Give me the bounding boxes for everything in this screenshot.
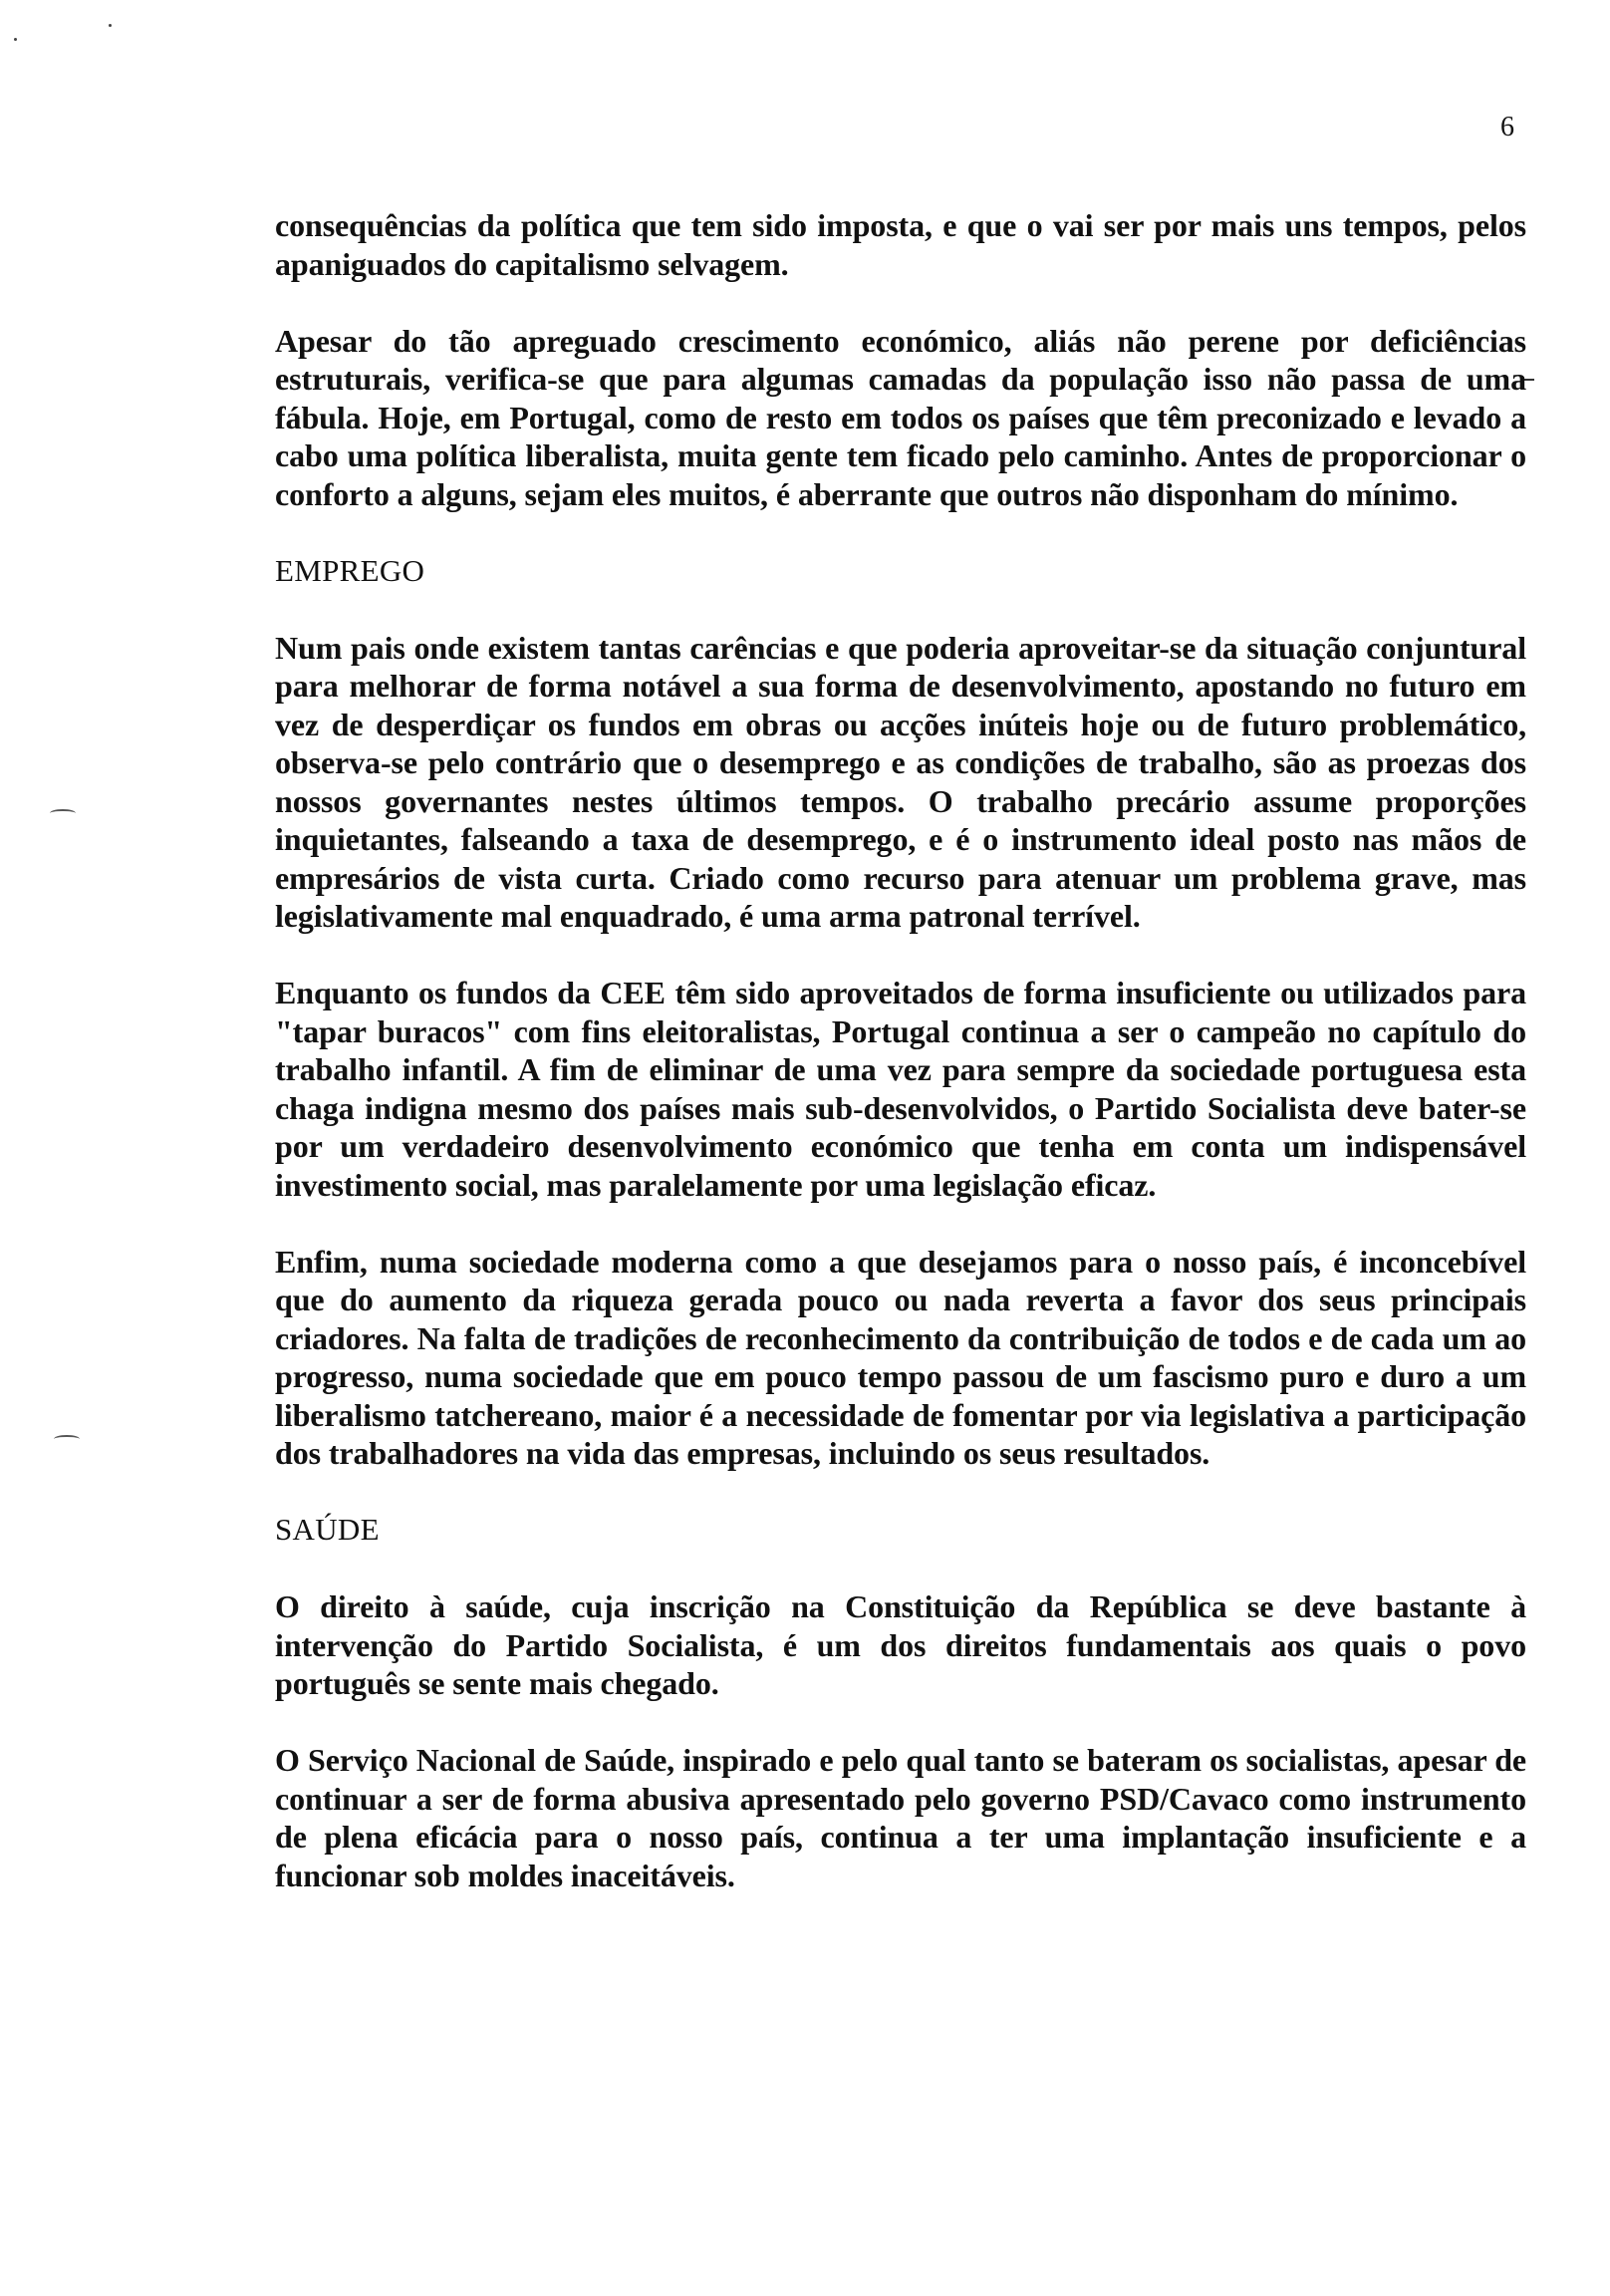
scan-speck bbox=[14, 38, 17, 41]
page-number: 6 bbox=[1500, 112, 1514, 143]
paragraph: consequências da política que tem sido imposta, e que o vai ser por mais uns tempos, pelos apaniguados do capitalismo selvagem. bbox=[275, 207, 1526, 282]
paragraph: Enquanto os fundos da CEE têm sido aproveitados de forma insuficiente ou utilizados para "tapar buracos" com fins eleitoralistas, Portugal continua a ser o campeão no capítulo do trabalho infantil. A fim de eliminar de uma vez para sempre da sociedade portuguesa esta chaga indigna mesmo dos países mais sub-desenvolvidos, o Partido Socialista deve bater-se por um verdadeiro desenvolvimento económico que tenha em conta um indispensável investimento social, mas paralelamente por uma legislação eficaz. bbox=[275, 975, 1526, 1203]
section-heading-emprego: EMPREGO bbox=[275, 552, 425, 588]
paragraph: Num pais onde existem tantas carências e que poderia aproveitar-se da situação conjuntural para melhorar de forma notável a sua forma de desenvolvimento, apostando no futuro em vez de desperdiçar os fundos em obras ou acções inúteis hoje ou de futuro problemático, observa-se pelo contrário que o desemprego e as condições de trabalho, são as proezas dos nossos governantes nestes últimos tempos. O trabalho precário assume proporções inquietantes, falseando a taxa de desemprego, e é o instrumento ideal posto nas mãos de empresários de vista curta. Criado como recurso para atenuar um problema grave, mas legislativamente mal enquadrado, é uma arma patronal terrível. bbox=[275, 629, 1526, 934]
paragraph: O Serviço Nacional de Saúde, inspirado e pelo qual tanto se bateram os socialistas, apesar de continuar a ser de forma abusiva apresentado pelo governo PSD/Cavaco como instrumento de plena eficácia para o nosso país, continua a ter uma implantação insuficiente e a funcionar sob moldes inaceitáveis. bbox=[275, 1742, 1526, 1893]
margin-mark bbox=[50, 809, 76, 817]
paragraph: Enfim, numa sociedade moderna como a que desejamos para o nosso país, é inconcebível que do aumento da riqueza gerada pouco ou nada reverta a favor dos seus principais criadores. Na falta de tradições de reconhecimento da contribuição de todos e de cada um ao progresso, numa sociedade que em pouco tempo passou de um fascismo puro e duro a um liberalismo tatchereano, maior é a necessidade de fomentar por via legislativa a participação dos trabalhadores na vida das empresas, incluindo os seus resultados. bbox=[275, 1243, 1526, 1471]
margin-mark bbox=[54, 1435, 80, 1443]
paragraph: Apesar do tão apreguado crescimento económico, aliás não perene por deficiências estruturais, verifica-se que para algumas camadas da população isso não passa de uma fábula. Hoje, em Portugal, como de resto em todos os países que têm preconizado e levado a cabo uma política liberalista, muita gente tem ficado pelo caminho. Antes de proporcionar o conforto a alguns, sejam eles muitos, é aberrante que outros não disponham do mínimo. bbox=[275, 322, 1526, 512]
section-heading-saude: SAÚDE bbox=[275, 1512, 380, 1547]
paragraph: O direito à saúde, cuja inscrição na Constituição da República se deve bastante à intervenção do Partido Socialista, é um dos direitos fundamentais aos quais o povo português se sente mais chegado. bbox=[275, 1588, 1526, 1701]
scan-speck bbox=[109, 24, 112, 27]
document-body bbox=[275, 206, 1526, 1894]
